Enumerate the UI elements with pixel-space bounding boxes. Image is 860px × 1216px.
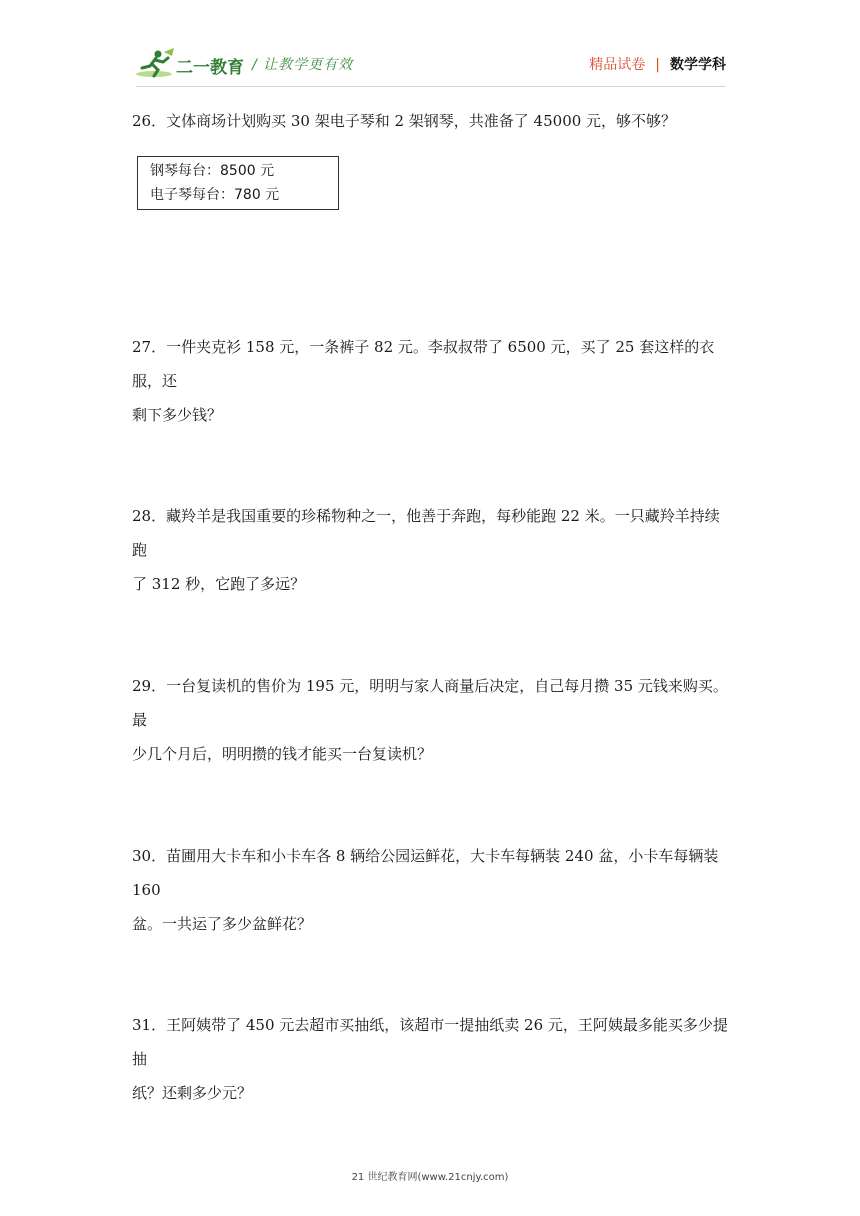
question-line-1: 29．一台复读机的售价为 195 元，明明与家人商量后决定，自己每月攒 35 元钱来购买。最 xyxy=(132,677,728,729)
keyboard-price: 电子琴每台：780 元 xyxy=(150,187,280,203)
header-slogan: / 让教学更有效 xyxy=(252,57,354,73)
question-28 xyxy=(132,499,732,601)
question-line-2: 剩下多少钱？ xyxy=(132,406,223,424)
question-line-1: 28．藏羚羊是我国重要的珍稀物种之一，他善于奔跑，每秒能跑 22 米。一只藏羚羊持续跑 xyxy=(132,507,720,559)
page-header xyxy=(0,0,860,90)
question-27 xyxy=(132,330,732,432)
runner-logo-icon xyxy=(136,48,248,80)
question-line-1: 30．苗圃用大卡车和小卡车各 8 辆给公园运鲜花，大卡车每辆装 240 盆，小卡车每辆装 160 xyxy=(132,847,719,899)
question-26 xyxy=(132,104,732,138)
svg-text:二一教育: 二一教育 xyxy=(176,58,244,78)
header-separator: | xyxy=(655,57,660,73)
header-tag: 精品试卷 xyxy=(589,57,646,73)
question-line-2: 盆。一共运了多少盆鲜花？ xyxy=(132,915,313,933)
header-right xyxy=(589,54,726,74)
question-line-1: 31．王阿姨带了 450 元去超市买抽纸，该超市一提抽纸卖 26 元，王阿姨最多能买多少提抽 xyxy=(132,1016,728,1068)
question-line-2: 了 312 秒，它跑了多远？ xyxy=(132,575,306,593)
page-footer: 21 世纪教育网(www.21cnjy.com) xyxy=(351,1172,509,1183)
question-text: 26．文体商场计划购买 30 架电子琴和 2 架钢琴，共准备了 45000 元，够不够？ xyxy=(132,112,677,130)
question-line-1: 27．一件夹克衫 158 元，一条裤子 82 元。李叔叔带了 6500 元，买了 25 套这样的衣服，还 xyxy=(132,338,715,390)
header-subject: 数学学科 xyxy=(670,57,726,73)
brand-logo xyxy=(136,48,248,80)
question-line-2: 纸？还剩多少元？ xyxy=(132,1084,253,1102)
piano-price: 钢琴每台：8500 元 xyxy=(150,163,275,179)
question-30 xyxy=(132,839,732,941)
question-29 xyxy=(132,669,732,771)
question-31 xyxy=(132,1008,732,1110)
question-line-2: 少几个月后，明明攒的钱才能买一台复读机？ xyxy=(132,745,433,763)
header-divider xyxy=(136,86,726,87)
price-box xyxy=(137,156,339,210)
